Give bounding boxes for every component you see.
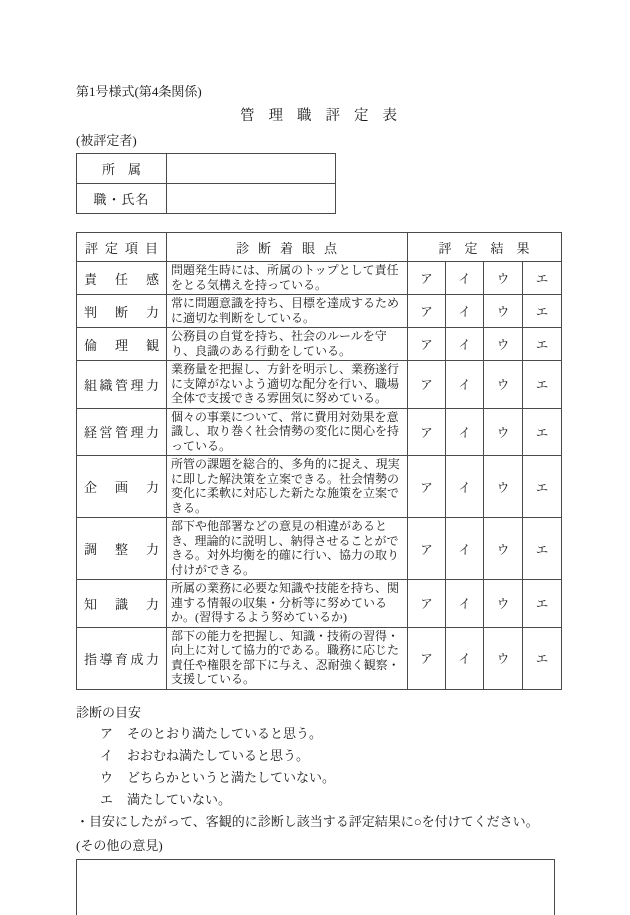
result-option-u[interactable]: ウ: [484, 262, 523, 295]
result-option-a[interactable]: ア: [408, 627, 446, 689]
guide-item-i: [76, 745, 561, 767]
viewpoint-text: 業務量を把握し、方針を明示し、業務遂行に支障がないよう適切な配分を行い、職場全体で支援できる雰囲気に努めている。: [167, 361, 408, 409]
guide-key: ア: [100, 725, 114, 741]
viewpoint-text: 部下の能力を把握し、知識・技術の習得・向上に対して協力的である。職務に応じた責任や権限を部下に与え、忍耐強く観察・支援している。: [167, 627, 408, 689]
guide-item-u: [76, 767, 561, 789]
viewpoint-text: 部下や他部署などの意見の相違があるとき、理論的に説明し、納得させることができる。対外均衡を的確に行い、協力の取り付けができる。: [167, 518, 408, 580]
result-option-i[interactable]: イ: [446, 295, 484, 328]
result-option-a[interactable]: ア: [408, 518, 446, 580]
eval-row-knowledge: [77, 580, 562, 628]
diagnosis-guide: [76, 703, 561, 833]
eval-row-org-management: [77, 361, 562, 409]
position-name-value-field[interactable]: [167, 184, 336, 214]
viewpoint-text: 問題発生時には、所属のトップとして責任をとる気構えを持っている。: [167, 262, 408, 295]
result-option-a[interactable]: ア: [408, 295, 446, 328]
result-option-u[interactable]: ウ: [484, 627, 523, 689]
affiliation-value-field[interactable]: [167, 154, 336, 184]
result-option-u[interactable]: ウ: [484, 518, 523, 580]
result-option-a[interactable]: ア: [408, 408, 446, 456]
result-option-i[interactable]: イ: [446, 328, 484, 361]
guide-text: おおむね満たしていると思う。: [127, 747, 310, 763]
header-diagnostic-viewpoint: 診断着眼点: [167, 233, 408, 262]
info-row-name: [77, 184, 336, 214]
result-option-e[interactable]: エ: [523, 456, 562, 518]
item-label: 企画力: [77, 456, 167, 518]
result-option-e[interactable]: エ: [523, 580, 562, 628]
result-option-i[interactable]: イ: [446, 580, 484, 628]
guide-text: どちらかというと満たしていない。: [127, 769, 336, 785]
result-option-e[interactable]: エ: [523, 518, 562, 580]
guide-text: 満たしていない。: [127, 791, 232, 807]
guide-item-e: [76, 789, 561, 811]
evaluation-table: [76, 232, 562, 690]
eval-row-coordination: [77, 518, 562, 580]
eval-row-mentoring: [77, 627, 562, 689]
result-option-u[interactable]: ウ: [484, 456, 523, 518]
result-option-i[interactable]: イ: [446, 361, 484, 409]
form-number: 第1号様式(第4条関係): [76, 84, 202, 99]
result-option-i[interactable]: イ: [446, 456, 484, 518]
item-label: 倫理観: [77, 328, 167, 361]
info-table: [76, 153, 336, 214]
result-option-e[interactable]: エ: [523, 627, 562, 689]
result-option-a[interactable]: ア: [408, 580, 446, 628]
header-evaluation-result: 評定結果: [408, 233, 562, 262]
item-label: 知識力: [77, 580, 167, 628]
result-option-e[interactable]: エ: [523, 262, 562, 295]
guide-key: ウ: [100, 769, 114, 785]
page-title: 管理職評定表: [240, 108, 411, 124]
result-option-a[interactable]: ア: [408, 328, 446, 361]
result-option-a[interactable]: ア: [408, 262, 446, 295]
guide-note: ・目安にしたがって、客観的に診断し該当する評定結果に○を付けてください。: [76, 813, 539, 829]
result-option-u[interactable]: ウ: [484, 295, 523, 328]
eval-row-ethics: [77, 328, 562, 361]
viewpoint-text: 個々の事業について、常に費用対効果を意識し、取り巻く社会情勢の変化に関心を持っている。: [167, 408, 408, 456]
guide-text: そのとおり満たしていると思う。: [127, 725, 323, 741]
result-option-u[interactable]: ウ: [484, 361, 523, 409]
evaluatee-label: (被評定者): [76, 133, 137, 148]
result-option-u[interactable]: ウ: [484, 408, 523, 456]
eval-row-responsibility: [77, 262, 562, 295]
table-header-row: [77, 233, 562, 262]
guide-key: エ: [100, 791, 114, 807]
guide-key: イ: [100, 747, 114, 763]
item-label: 責任感: [77, 262, 167, 295]
result-option-a[interactable]: ア: [408, 361, 446, 409]
viewpoint-text: 公務員の自覚を持ち、社会のルールを守り、良識のある行動をしている。: [167, 328, 408, 361]
position-name-label: 職・氏名: [77, 184, 167, 214]
eval-row-business-management: [77, 408, 562, 456]
eval-row-judgment: [77, 295, 562, 328]
guide-heading: 診断の目安: [76, 704, 142, 720]
info-row-affiliation: [77, 154, 336, 184]
viewpoint-text: 常に問題意識を持ち、目標を達成するために適切な判断をしている。: [167, 295, 408, 328]
result-option-i[interactable]: イ: [446, 408, 484, 456]
result-option-i[interactable]: イ: [446, 262, 484, 295]
item-label: 調整力: [77, 518, 167, 580]
result-option-a[interactable]: ア: [408, 456, 446, 518]
eval-row-planning: [77, 456, 562, 518]
result-option-i[interactable]: イ: [446, 518, 484, 580]
result-option-u[interactable]: ウ: [484, 328, 523, 361]
other-opinion-label: (その他の意見): [76, 837, 163, 853]
item-label: 組織管理力: [77, 361, 167, 409]
viewpoint-text: 所属の業務に必要な知識や技能を持ち、関連する情報の収集・分析等に努めているか。(習得するよう努めているか): [167, 580, 408, 628]
other-opinion-box[interactable]: [76, 859, 555, 915]
result-option-u[interactable]: ウ: [484, 580, 523, 628]
result-option-e[interactable]: エ: [523, 408, 562, 456]
affiliation-label: 所属: [77, 154, 167, 184]
item-label: 指導育成力: [77, 627, 167, 689]
header-evaluation-item: 評定項目: [77, 233, 167, 262]
result-option-i[interactable]: イ: [446, 627, 484, 689]
viewpoint-text: 所管の課題を総合的、多角的に捉え、現実に即した解決策を立案できる。社会情勢の変化に柔軟に対応した新たな施策を立案できる。: [167, 456, 408, 518]
result-option-e[interactable]: エ: [523, 328, 562, 361]
result-option-e[interactable]: エ: [523, 295, 562, 328]
guide-item-a: [76, 723, 561, 745]
result-option-e[interactable]: エ: [523, 361, 562, 409]
item-label: 経営管理力: [77, 408, 167, 456]
item-label: 判断力: [77, 295, 167, 328]
